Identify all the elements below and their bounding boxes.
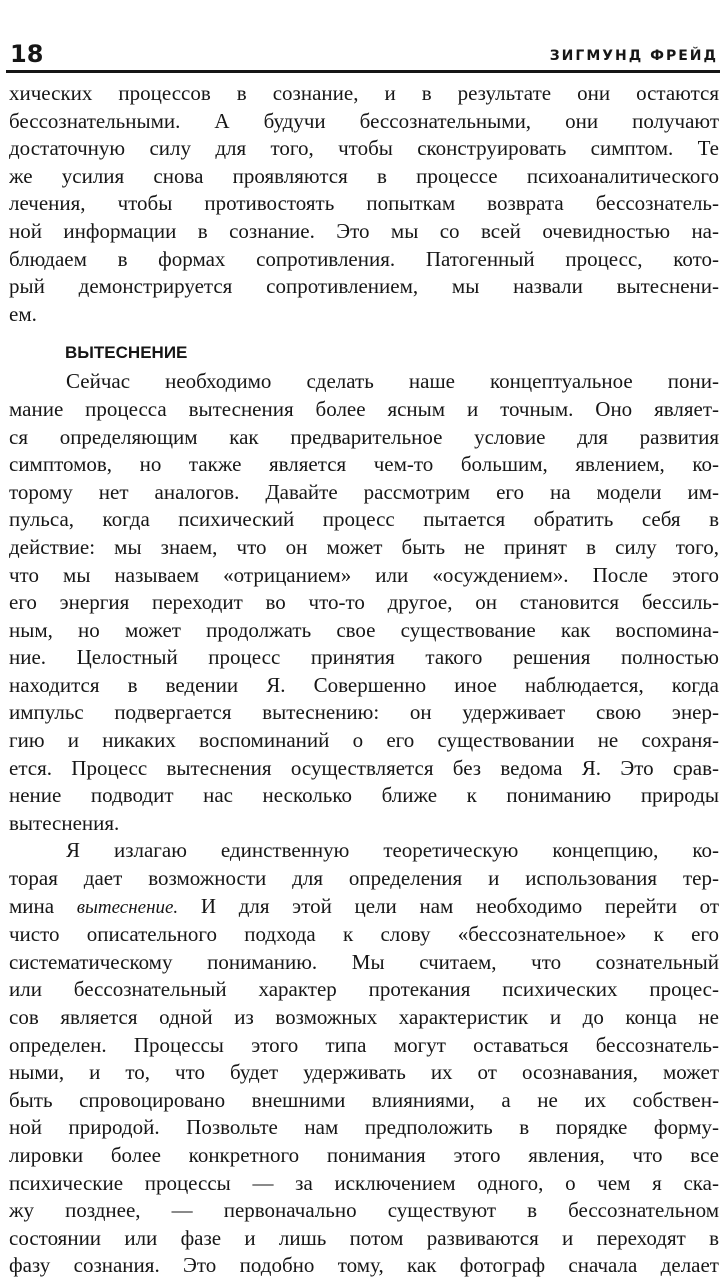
text-line: хических процессов в сознание, и в результате они остаются	[9, 81, 719, 105]
text-line: психические процессы — за исключением одного, о чем я ска-	[9, 1170, 719, 1195]
text-line: его энергия переходит во что-то другое, он становится бессиль-	[9, 590, 719, 615]
text-line: быть спровоцировано внешними влияниями, а не их собствен-	[9, 1087, 719, 1112]
paragraph-2	[9, 368, 719, 837]
text-line-with-emphasis	[9, 893, 719, 922]
text-line: ем.	[9, 301, 37, 326]
text-line: жу позднее, — первоначально существуют в бессознательном	[9, 1198, 719, 1223]
text-line: мание процесса вытеснения более ясным и точным. Оно являет-	[9, 396, 719, 421]
text-line: бессознательными. А будучи бессознательными, они получают	[9, 108, 719, 133]
book-title: ЗИГМУНД ФРЕЙД	[549, 48, 718, 64]
text-line: торая дает возможности для определения и использования тер-	[9, 866, 719, 891]
text-line: ется. Процесс вытеснения осуществляется без ведома Я. Это срав-	[9, 755, 719, 780]
page-number: 18	[10, 40, 44, 68]
text-line: фазу сознания. Это подобно тому, как фотограф сначала делает	[9, 1253, 719, 1278]
section-heading: ВЫТЕСНЕНИЕ	[65, 343, 188, 363]
text-line: пульса, когда психический процесс пытается обратить себя в	[9, 507, 719, 532]
text-line: сов является одной из возможных характеристик и до конца не	[9, 1005, 719, 1029]
text-line: достаточную силу для того, чтобы сконструировать симптом. Те	[9, 136, 719, 161]
text-line: или бессознательный характер протекания психических процес-	[9, 977, 719, 1002]
text-line: Сейчас необходимо сделать наше концептуальное пони-	[66, 369, 719, 394]
text-line: импульс подвергается вытеснению: он удерживает свою энер-	[9, 700, 719, 725]
paragraph-1	[9, 80, 719, 328]
text-line: симптомов, но также является чем-то большим, явлением, ко-	[9, 452, 719, 477]
text-line: что мы называем «отрицанием» или «осуждением». После этого	[9, 562, 719, 587]
text-line: ся определяющим как предварительное условие для развития	[9, 424, 719, 449]
running-head	[6, 36, 720, 73]
paragraph-3	[9, 837, 719, 1280]
text-line: блюдаем в формах сопротивления. Патогенный процесс, кото-	[9, 246, 719, 271]
text-line: находится в ведении Я. Совершенно иное наблюдается, когда	[9, 672, 719, 697]
text-line: состоянии или фазе и лишь потом развиваются и переходят в	[9, 1225, 719, 1250]
text-line: ными, и то, что будет удерживать их от осознавания, может	[9, 1060, 719, 1085]
text-line: действие: мы знаем, что он может быть не принят в силу того,	[9, 534, 719, 559]
text-line: определен. Процессы этого типа могут оставаться бессознатель-	[9, 1032, 719, 1057]
text-line: торому нет аналогов. Давайте рассмотрим его на модели им-	[9, 479, 719, 504]
text-line: же усилия снова проявляются в процессе психоаналитического	[9, 163, 719, 188]
text-line: вытеснения.	[9, 810, 120, 835]
text-line: рый демонстрируется сопротивлением, мы назвали вытеснени-	[9, 274, 719, 299]
text-line: ной природой. Позвольте нам предположить в порядке форму-	[9, 1115, 719, 1140]
text-line: ние. Целостный процесс принятия такого решения полностью	[9, 645, 719, 670]
body-text	[9, 80, 719, 1280]
text-line: нение подводит нас несколько ближе к пониманию природы	[9, 783, 719, 808]
text-fragment: И для этой цели нам необходимо перейти от	[178, 893, 719, 918]
text-line: лечения, чтобы противостоять попыткам возврата бессознатель-	[9, 191, 719, 216]
text-line: систематическому пониманию. Мы считаем, что сознательный	[9, 949, 719, 974]
text-line: ным, но может продолжать свое существование как воспомина-	[9, 617, 719, 642]
text-line: Я излагаю единственную теоретическую концепцию, ко-	[66, 838, 719, 863]
text-line: чисто описательного подхода к слову «бессознательное» к его	[9, 922, 719, 947]
text-line: лировки более конкретного понимания этого явления, что все	[9, 1142, 719, 1167]
text-fragment: мина	[9, 893, 77, 918]
text-line: ной информации в сознание. Это мы со всей очевидностью на-	[9, 218, 719, 243]
emphasized-term: вытеснение.	[76, 896, 179, 918]
text-line: гию и никаких воспоминаний о его существовании не сохраня-	[9, 728, 719, 753]
